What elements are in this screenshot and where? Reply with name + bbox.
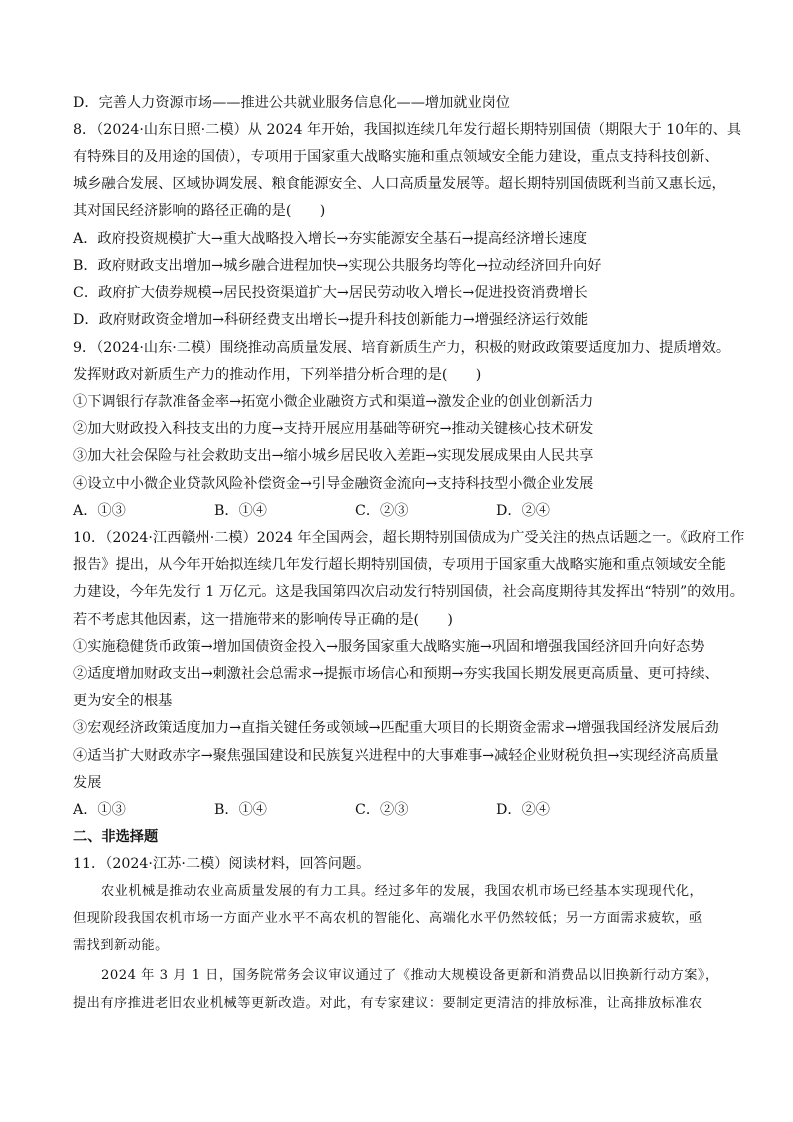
q9-option-d: D．②④ [496, 503, 550, 519]
q8-stem-line: 其对国民经济影响的路径正确的是( ) [73, 203, 326, 219]
q10-stem-line: 10．（2024·江西赣州·二模）2024 年全国两会，超长期特别国债成为广受关注的热点话题之一。《政府工作 [73, 530, 745, 546]
q8-option-b: B．政府财政支出增加→城乡融合进程加快→实现公共服务均等化→拉动经济回升向好 [73, 258, 602, 274]
q7-option-d: D．完善人力资源市场——推进公共就业服务信息化——增加就业岗位 [73, 95, 511, 111]
q10-option-b: B．①④ [214, 802, 267, 818]
material-paragraph-line: 提出有序推进老旧农业机械等更新改造。对此，有专家建议：要制定更清洁的排放标准，让高排放标准农 [73, 996, 703, 1011]
q10-statement-3: ③宏观经济政策适度加力→直指关键任务或领域→匹配重大项目的长期资金需求→增强我国经济发展后劲 [73, 720, 719, 736]
q10-option-c: C．②③ [355, 802, 409, 818]
q10-statement-1: ①实施稳健货币政策→增加国债资金投入→服务国家重大战略实施→巩固和增强我国经济回升向好态势 [73, 639, 705, 655]
q10-stem-line: 若不考虑其他因素，这一措施带来的影响传导正确的是( ) [73, 612, 453, 628]
q9-statement-4: ④设立中小微企业贷款风险补偿资金→引导金融资金流向→支持科技型小微企业发展 [73, 476, 594, 492]
q9-stem-line: 9．（2024·山东·二模）围绕推动高质量发展、培育新质生产力，积极的财政政策要适度加力、提质增效。 [73, 340, 731, 356]
q10-stem-line: 力建设，今年先发行 1 万亿元。这是我国第四次启动发行特别国债，社会高度期待其发挥出“特别”的效用。 [73, 584, 744, 600]
material-paragraph-line: 但现阶段我国农机市场一方面产业水平不高农机的智能化、高端化水平仍然较低；另一方面需求疲软，亟 [73, 911, 703, 926]
material-paragraph-line: 农业机械是推动农业高质量发展的有力工具。经过多年的发展，我国农机市场已经基本实现现代化， [101, 884, 704, 899]
q8-stem-line: 有特殊目的及用途的国债），专项用于国家重大战略实施和重点领域安全能力建设，重点支持科技创新、 [73, 149, 719, 165]
q9-option-a: A．①③ [73, 503, 126, 519]
q9-statement-2: ②加大财政投入科技支出的力度→支持开展应用基础等研究→推动关键核心技术研发 [73, 421, 594, 437]
q9-stem-line: 发挥财政对新质生产力的推动作用，下列举措分析合理的是( ) [73, 367, 482, 383]
q9-statement-3: ③加大社会保险与社会救助支出→缩小城乡居民收入差距→实现发展成果由人民共享 [73, 448, 594, 464]
q9-option-c: C．②③ [355, 503, 409, 519]
q10-answer-options [73, 800, 637, 820]
q10-option-a: A．①③ [73, 802, 126, 818]
section-heading: 二、非选择题 [73, 829, 159, 845]
q10-statement-4: ④适当扩大财政赤字→聚焦强国建设和民族复兴进程中的大事难事→减轻企业财税负担→实现经济高质量 [73, 748, 719, 764]
q9-statement-1: ①下调银行存款准备金率→拓宽小微企业融资方式和渠道→激发企业的创业创新活力 [73, 394, 594, 410]
q9-option-b: B．①④ [214, 503, 267, 519]
q11-stem: 11．（2024·江苏·二模）阅读材料，回答问题。 [73, 856, 371, 872]
q8-option-d: D．政府财政资金增加→科研经费支出增长→提升科技创新能力→增强经济运行效能 [73, 312, 589, 328]
material-paragraph-line: 2024 年 3 月 1 日，国务院常务会议审议通过了《推动大规模设备更新和消费品以旧换新行动方案》， [101, 968, 719, 983]
q10-option-d: D．②④ [496, 802, 550, 818]
q10-statement-4-cont: 发展 [73, 775, 102, 791]
q8-option-a: A．政府投资规模扩大→重大战略投入增长→夯实能源安全基石→提高经济增长速度 [73, 231, 588, 247]
q8-option-c: C．政府扩大债券规模→居民投资渠道扩大→居民劳动收入增长→促进投资消费增长 [73, 285, 588, 301]
q10-statement-2-cont: 更为安全的根基 [73, 693, 173, 709]
q9-answer-options [73, 501, 637, 521]
q10-statement-2: ②适度增加财政支出→刺激社会总需求→提振市场信心和预期→夯实我国长期发展更高质量、更可持续、 [73, 666, 719, 682]
material-paragraph-line: 需找到新动能。 [73, 938, 169, 953]
q8-stem-line: 城乡融合发展、区域协调发展、粮食能源安全、人口高质量发展等。超长期特别国债既利当前又惠长远， [73, 176, 726, 192]
q10-stem-line: 报告》提出，从今年开始拟连续几年发行超长期特别国债，专项用于国家重大战略实施和重点领域安全能 [73, 557, 726, 573]
q8-stem-line: 8．（2024·山东日照·二模）从 2024 年开始，我国拟连续几年发行超长期特别国债（期限大于 10年的、具 [73, 122, 742, 138]
